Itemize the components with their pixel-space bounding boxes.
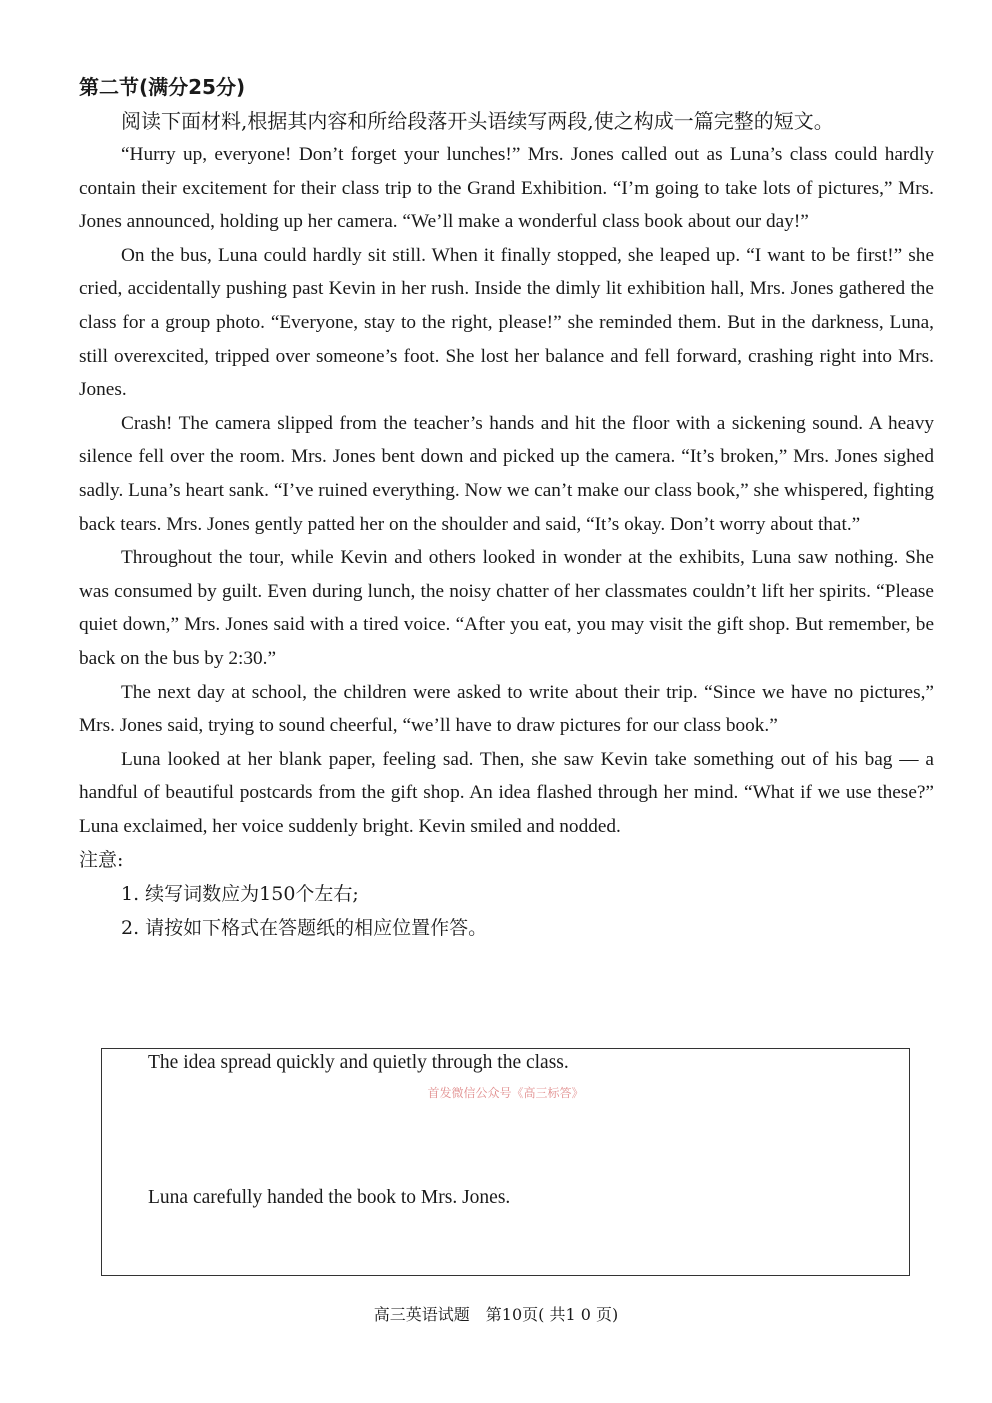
- story-text: [79, 138, 934, 843]
- instruction-text: 阅读下面材料,根据其内容和所给段落开头语续写两段,使之构成一篇完整的短文。: [121, 109, 834, 133]
- notes-label: 注意:: [79, 849, 124, 872]
- watermark-text: 首发微信公众号《高三标答》: [427, 1086, 584, 1100]
- answer-box: [101, 1048, 910, 1276]
- answer-opening-line-1: The idea spread quickly and quietly through the class.: [148, 1052, 569, 1073]
- note-item: 1. 续写词数应为150个左右;: [121, 883, 359, 906]
- story-paragraph: On the bus, Luna could hardly sit still. When it finally stopped, she leaped up. “I want to be first!” she cried, accidentally pushing past Kevin in her rush. Inside the dimly lit exhibition hall, Mrs. Jones gathered the class for a group photo. “Everyone, stay to the right, please!” she reminded them. But in the darkness, Luna, still overexcited, tripped over someone’s foot. She lost her balance and fell forward, crashing right into Mrs. Jones.: [79, 244, 934, 401]
- story-paragraph: “Hurry up, everyone! Don’t forget your lunches!” Mrs. Jones called out as Luna’s class could hardly contain their excitement for their class trip to the Grand Exhibition. “I’m going to take lots of pictures,” Mrs. Jones announced, holding up her camera. “We’ll make a wonderful class book about our day!”: [79, 144, 934, 233]
- page-footer: 高三英语试题 第10页( 共1 0 页): [373, 1305, 619, 1324]
- story-paragraph: The next day at school, the children were asked to write about their trip. “Since we have no pictures,” Mrs. Jones said, trying to sound cheerful, “we’ll have to draw pictures for our class book.”: [79, 681, 934, 737]
- story-paragraph: Throughout the tour, while Kevin and others looked in wonder at the exhibits, Luna saw nothing. She was consumed by guilt. Even during lunch, the noisy chatter of her classmates couldn’t lift her spirits. “Please quiet down,” Mrs. Jones said with a tired voice. “After you eat, you may visit the gift shop. But remember, be back on the bus by 2:30.”: [79, 547, 934, 669]
- note-item: 2. 请按如下格式在答题纸的相应位置作答。: [121, 917, 488, 940]
- story-paragraph: Luna looked at her blank paper, feeling sad. Then, she saw Kevin take something out of his bag — a handful of beautiful postcards from the gift shop. An idea flashed through her mind. “What if we use these?” Luna exclaimed, her voice suddenly bright. Kevin smiled and nodded.: [79, 748, 934, 837]
- answer-opening-line-2: Luna carefully handed the book to Mrs. Jones.: [148, 1187, 511, 1208]
- story-paragraph: Crash! The camera slipped from the teacher’s hands and hit the floor with a sickening sound. A heavy silence fell over the room. Mrs. Jones bent down and picked up the camera. “It’s broken,” Mrs. Jones sighed sadly. Luna’s heart sank. “I’ve ruined everything. Now we can’t make our class book,” she whispered, fighting back tears. Mrs. Jones gently patted her on the shoulder and said, “It’s okay. Don’t worry about that.”: [79, 412, 934, 535]
- exam-page: [79, 70, 934, 945]
- section-title: 第二节(满分25分): [79, 75, 246, 99]
